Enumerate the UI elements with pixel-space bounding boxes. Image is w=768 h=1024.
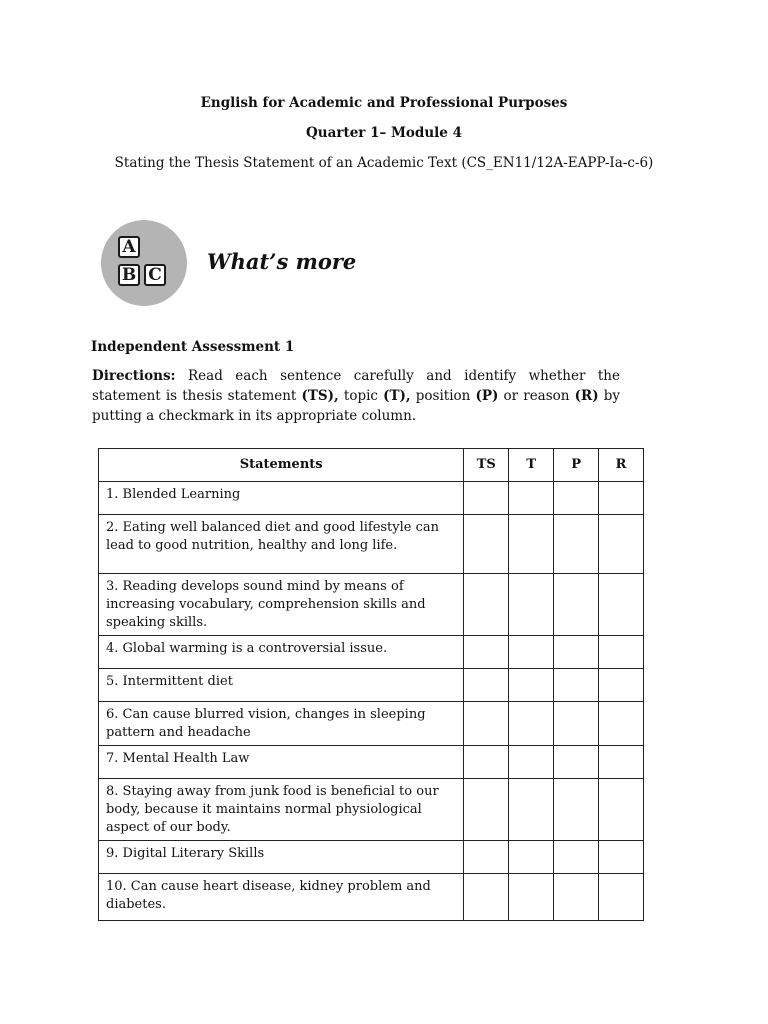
directions-text (92, 366, 620, 426)
statement-cell: 1. Blended Learning (99, 482, 464, 515)
letter-block-a: A (118, 236, 140, 258)
checkbox-cell-r[interactable] (599, 874, 644, 921)
checkbox-cell-r[interactable] (599, 636, 644, 669)
module-title: Quarter 1– Module 4 (306, 125, 462, 141)
statement-cell: 7. Mental Health Law (99, 746, 464, 779)
checkbox-cell-ts[interactable] (464, 746, 509, 779)
checkbox-cell-r[interactable] (599, 669, 644, 702)
assessment-title: Independent Assessment 1 (91, 339, 295, 355)
checkbox-cell-t[interactable] (509, 841, 554, 874)
checkbox-cell-t[interactable] (509, 702, 554, 746)
checkbox-cell-ts[interactable] (464, 874, 509, 921)
checkbox-cell-p[interactable] (554, 746, 599, 779)
table-row (99, 702, 644, 746)
directions-part: or reason (498, 388, 575, 404)
checkbox-cell-r[interactable] (599, 779, 644, 841)
checkbox-cell-p[interactable] (554, 702, 599, 746)
checkbox-cell-r[interactable] (599, 702, 644, 746)
table-header-row (99, 449, 644, 482)
checkbox-cell-p[interactable] (554, 841, 599, 874)
checkbox-cell-r[interactable] (599, 515, 644, 574)
checkbox-cell-t[interactable] (509, 636, 554, 669)
table-row (99, 515, 644, 574)
directions-part: by putting a checkmark in its appropriate column. (92, 388, 621, 424)
checkbox-cell-r[interactable] (599, 574, 644, 636)
directions-code-p: (P) (475, 388, 499, 404)
header-ts: TS (464, 449, 509, 482)
directions-label: Directions: (92, 368, 176, 384)
letter-block-b: B (118, 264, 140, 286)
checkbox-cell-p[interactable] (554, 515, 599, 574)
checkbox-cell-t[interactable] (509, 779, 554, 841)
checkbox-cell-p[interactable] (554, 482, 599, 515)
checkbox-cell-p[interactable] (554, 779, 599, 841)
table-row (99, 636, 644, 669)
subject-title: English for Academic and Professional Purposes (200, 95, 568, 111)
statement-cell: 4. Global warming is a controversial issue. (99, 636, 464, 669)
statement-cell: 10. Can cause heart disease, kidney problem and diabetes. (99, 874, 464, 921)
table-row (99, 874, 644, 921)
lesson-title: Stating the Thesis Statement of an Academic Text (CS_EN11/12A-EAPP-Ia-c-6) (114, 155, 654, 171)
statement-cell: 6. Can cause blurred vision, changes in sleeping pattern and headache (99, 702, 464, 746)
directions-code-t: (T), (383, 388, 411, 404)
section-title: What’s more (207, 249, 357, 274)
statement-cell: 9. Digital Literary Skills (99, 841, 464, 874)
table-row (99, 669, 644, 702)
checkbox-cell-ts[interactable] (464, 669, 509, 702)
checkbox-cell-ts[interactable] (464, 574, 509, 636)
checkbox-cell-r[interactable] (599, 746, 644, 779)
letter-block-c: C (144, 264, 166, 286)
checkbox-cell-t[interactable] (509, 669, 554, 702)
checkbox-cell-t[interactable] (509, 574, 554, 636)
checkbox-cell-p[interactable] (554, 874, 599, 921)
checkbox-cell-t[interactable] (509, 874, 554, 921)
table-row (99, 482, 644, 515)
header-t: T (509, 449, 554, 482)
checkbox-cell-t[interactable] (509, 515, 554, 574)
statement-cell: 8. Staying away from junk food is beneficial to our body, because it maintains normal physiological aspect of our body. (99, 779, 464, 841)
checkbox-cell-ts[interactable] (464, 702, 509, 746)
table-row (99, 746, 644, 779)
checkbox-cell-ts[interactable] (464, 841, 509, 874)
header-statements: Statements (99, 449, 464, 482)
header-r: R (599, 449, 644, 482)
checkbox-cell-p[interactable] (554, 669, 599, 702)
checkbox-cell-p[interactable] (554, 574, 599, 636)
checkbox-cell-p[interactable] (554, 636, 599, 669)
table-row (99, 779, 644, 841)
abc-blocks-icon (101, 220, 187, 306)
statement-cell: 3. Reading develops sound mind by means of increasing vocabulary, comprehension skills and speaking skills. (99, 574, 464, 636)
checkbox-cell-ts[interactable] (464, 482, 509, 515)
directions-code-r: (R) (574, 388, 599, 404)
directions-part: Read each sentence carefully and identify whether the statement is thesis statement (92, 368, 620, 404)
statement-cell: 2. Eating well balanced diet and good lifestyle can lead to good nutrition, healthy and long life. (99, 515, 464, 574)
table-row (99, 574, 644, 636)
statement-cell: 5. Intermittent diet (99, 669, 464, 702)
checkbox-cell-t[interactable] (509, 482, 554, 515)
table-row (99, 841, 644, 874)
assessment-table (98, 448, 644, 921)
checkbox-cell-r[interactable] (599, 841, 644, 874)
directions-part: position (410, 388, 476, 404)
checkbox-cell-r[interactable] (599, 482, 644, 515)
checkbox-cell-ts[interactable] (464, 779, 509, 841)
header-p: P (554, 449, 599, 482)
checkbox-cell-ts[interactable] (464, 636, 509, 669)
checkbox-cell-ts[interactable] (464, 515, 509, 574)
directions-code-ts: (TS), (301, 388, 339, 404)
directions-part: topic (338, 388, 384, 404)
checkbox-cell-t[interactable] (509, 746, 554, 779)
